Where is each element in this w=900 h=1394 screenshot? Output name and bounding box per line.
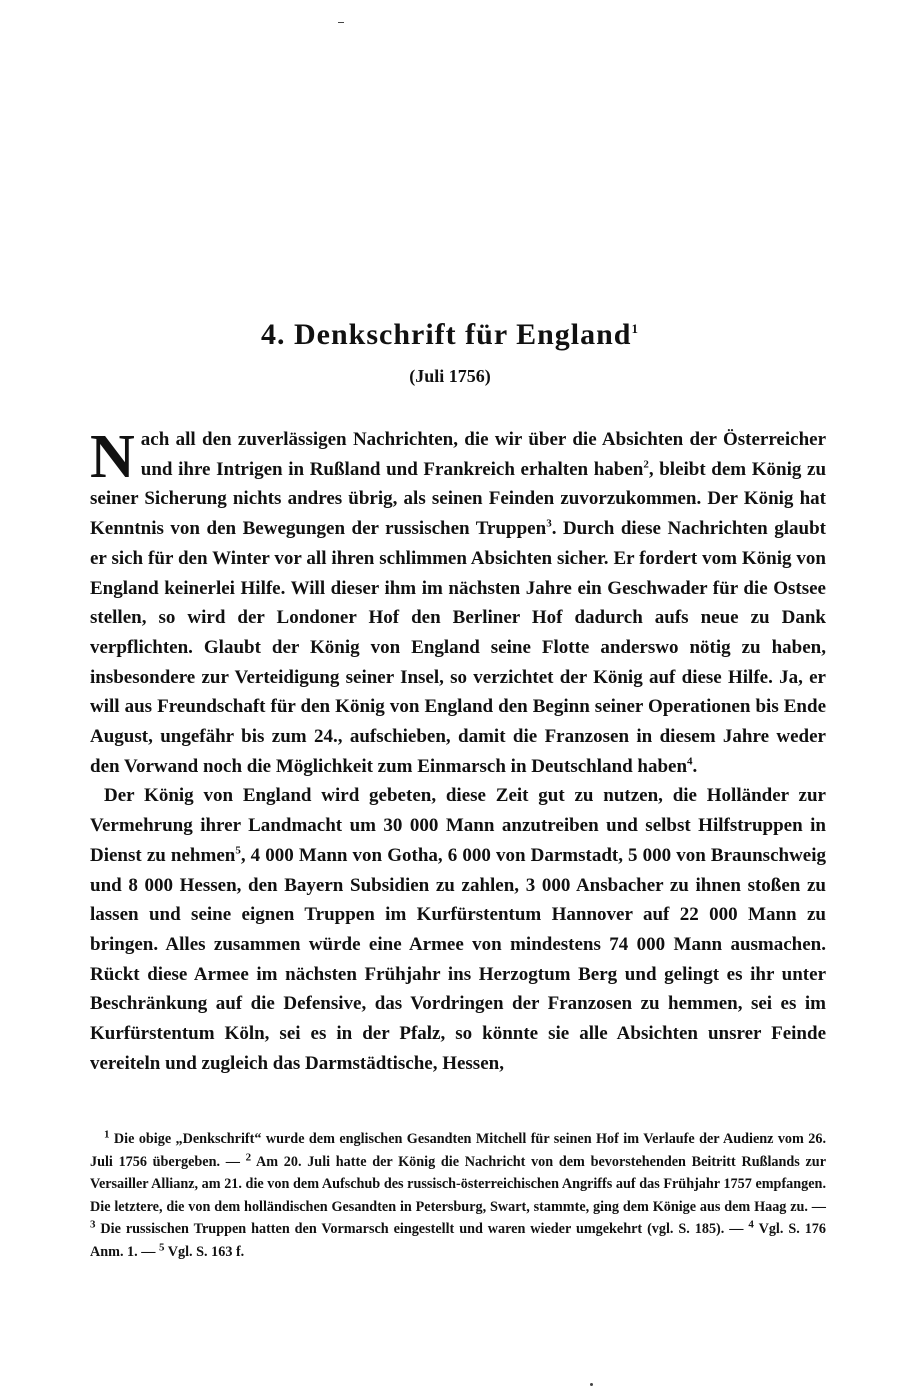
text-segment: Der König von England wird gebeten, diese Zeit gut zu nutzen, die Holländer zur Vermehrung ihrer Landmacht um 30 000 Mann anzutreiben und selbst Hilfstruppen in Dienst zu nehmen <box>90 785 826 866</box>
footnote-text: Vgl. S. 163 f. <box>164 1243 245 1260</box>
footnote-number: 2 <box>245 1150 252 1163</box>
footnote-number: 5 <box>158 1241 165 1254</box>
footnote-ref: 5 <box>235 844 241 857</box>
footnote-text: Vgl. S. 176 Anm. 1. — <box>90 1221 826 1260</box>
drop-cap: N <box>90 423 135 491</box>
page-mark-bottom <box>590 1383 593 1386</box>
text-segment: ach all den zuverlässigen Nachrichten, die wir über die Absichten der Österreicher und ihre Intrigen in Rußland und Frankreich erhalten haben <box>140 429 826 480</box>
paragraph-2 <box>90 781 826 1078</box>
chapter-number: 4. <box>260 318 286 351</box>
footnote-number: 4 <box>748 1218 754 1231</box>
text-segment: . <box>692 755 698 777</box>
footnote-number: 3 <box>90 1218 96 1231</box>
footnote-ref: 2 <box>643 458 649 471</box>
footnote-text: Die obige „Denkschrift“ wurde dem englischen Gesandten Mitchell für seinen Hof im Verlaufe der Audienz vom 26. Juli 1756 übergeben. — <box>90 1131 826 1170</box>
footnote-text: Die russischen Truppen hatten den Vormarsch eingestellt und waren wieder umgekehrt (vgl. S. 185). — <box>95 1221 749 1238</box>
text-segment: . Durch diese Nachrichten glaubt er sich für den Winter vor all ihren schlimmen Absichten sicher. Er fordert vom König von England keinerlei Hilfe. Will dieser ihm im nächsten Jahre ein Geschwader für die Ostsee stellen, so wird der Londoner Hof den Berliner Hof dadurch aufs neue zu Dank verpflichten. Glaubt der König von England seine Flotte anderswo nötig zu haben, insbesondere zur Verteidigung seiner Insel, so verzichtet der König auf diese Hilfe. Ja, er will aus Freundschaft für den König von England den Beginn seiner Operationen bis Ende August, ungefähr bis zum 24., aufschieben, damit die Franzosen in diesem Jahre weder den Vorwand noch die Möglichkeit zum Einmarsch in Deutschland haben <box>90 518 827 777</box>
chapter-title-text: Denkschrift für England <box>293 318 632 351</box>
footnotes <box>90 1128 826 1264</box>
text-segment: , 4 000 Mann von Gotha, 6 000 von Darmstadt, 5 000 von Braunschweig und 8 000 Hessen, den Bayern Subsidien zu zahlen, 3 000 Ansbacher zu ihnen stoßen zu lassen und seine eignen Truppen im Kurfürstentum Hannover auf 22 000 Mann zu bringen. Alles zusammen würde eine Armee von mindestens 74 000 Mann ausmachen. Rückt diese Armee im nächsten Frühjahr ins Herzogtum Berg und gelingt es ihr unter Beschränkung auf die Defensive, das Vordringen der Franzosen zu hemmen, sei es im Kurfürstentum Köln, sei es in der Pfalz, so könnte sie alle Absichten unsrer Feinde vereiteln und zugleich das Darmstädtische, Hessen, <box>90 844 826 1074</box>
footnote-block <box>90 1128 826 1264</box>
footnote-ref: 1 <box>631 321 639 336</box>
footnote-ref: 3 <box>546 517 552 530</box>
body-text <box>90 425 826 1078</box>
page-mark-top <box>338 22 344 23</box>
paragraph-1 <box>90 425 826 781</box>
chapter-title <box>0 318 900 352</box>
footnote-text: Am 20. Juli hatte der König die Nachricht von dem bevorstehenden Beitritt Rußlands zur Versailler Allianz, am 21. die von dem Aufschub des russisch-österreichischen Angriffs auf das Frühjahr 1757 empfangen. Die letztere, die von dem holländischen Gesandten in Petersburg, Swart, stammte, ging dem Könige aus dem Haag zu. — <box>90 1153 826 1215</box>
footnote-number: 1 <box>104 1128 110 1141</box>
text-segment: , bleibt dem König zu seiner Sicherung nichts andres übrig, als seinen Feinden zuvorzukommen. Der König hat Kenntnis von den Bewegungen der russischen Truppen <box>90 458 827 540</box>
chapter-date: (Juli 1756) <box>409 366 491 386</box>
footnote-ref: 4 <box>687 755 693 768</box>
